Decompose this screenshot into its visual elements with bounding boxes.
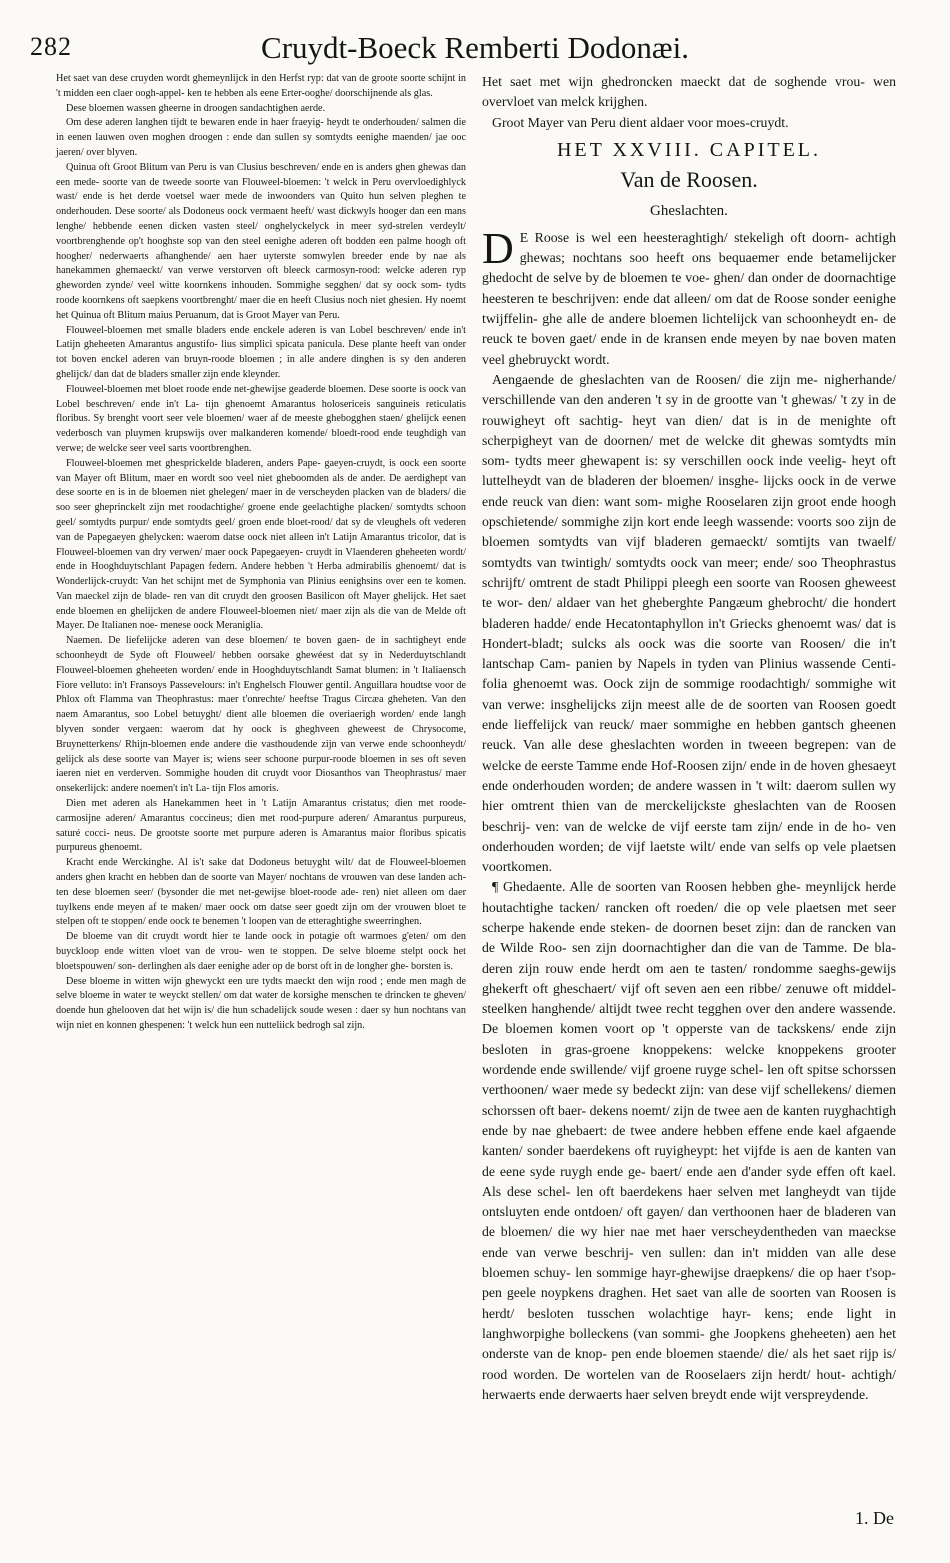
- left-paragraph-7: Flouweel-bloemen met ghesprickelde bladeren, anders Pape- gaeyen-cruydt, is oock een soorte van Mayer oft Blitum, maer en wordt soo veel niet gheboomden als de ander. De aerdighept van dese soorte en is in de bloemen niet ghelegen/ maer in de verscheyden placken van de bladers/ die soo seer gheprinckelt zijn met roodachtighe/ groene ende geelachtighe placken/ somtydts schoon geel/ somtydts purpur/ ende somtydts geel/ groen ende bloet-rood/ dat sy de vleughels oft vederen van de Papegaeyen ghelycken: waerom datse oock niet alleen in't Latijn Amarantus tricolor, dat is Flouweel-bloemen van dry verwen/ maer oock Papegaeyen- cruydt in Vlaenderen gheheeten wordt/ ende in Hooghduytschlant Papagen federn. Andere hebben 't Herba admirabilis ghenoemt/ dat is Wonderlijck-cruydt: Van het schijnt met de Symphonia van Plinius eenighsins over een te komen. Van maeckel zijn de blade- ren van dit cruydt den groosen Basilicon oft Mayer ghelijck. Het saet ende bloemen en ghelijcken de andere Flouweel-bloemen niet/ maer zijn als die van de Melde oft Mayer. De Italianen noe- menese oock Meraniglia.: [56, 457, 466, 632]
- right-column: [482, 72, 896, 1405]
- left-paragraph-9: Dien met aderen als Hanekammen heet in 't Latijn Amarantus cristatus; dien met roode-carmosijne aderen/ Amarantus coccineus; dien met rood-purpure aderen/ Amarantus purpureus, saturé cocci- neus. De grootste soorte met purpure aderen is Amarantus maior floribus spicatis purpureus ghenoemt.: [56, 798, 466, 854]
- right-paragraph-1-text: E Roose is wel een heesteraghtigh/ stekeligh oft doorn- achtigh ghewas; nochtans soo heeft ons bequaemer ende betamelijcker ghedocht de selve by de bloemen te voe- ghen/ dan onder de doornachtige heesteren te beschrijven: ende dat alleen/ om dat de Roose sonder eenighe twijffelin- ghe alle de andere bloemen lichtelijck van schoonheydt en- de reuck te boven gaet/ ende in de kransen ende meyen by nae boven maten veel ghebruyckt wordt.: [482, 229, 896, 367]
- left-paragraph-11: De bloeme van dit cruydt wordt hier te lande oock in potagie oft warmoes g'eten/ om den buyckloop ende witten vloet van de vrou- wen te stoppen. De selve bloeme stelpt oock het bloetspouwen/ son- derlinghen als daer eenighe ader op de borst oft in de longher ghe- borsten is.: [56, 931, 466, 972]
- left-paragraph-5: Flouweel-bloemen met smalle bladers ende enckele aderen is van Lobel beschreven/ ende in't Latijn gheheeten Amarantus angustifo- lius simplici spicata panicula. Dese plante heeft van onder tot boven enckel aderen van bruyn-roode bloemen ; in alle andere dinghen is sy den anderen ghelijck/ dan dat de bladers smaller zijn ende kleynder.: [56, 324, 466, 380]
- chapter-heading: HET XXVIII. CAPITEL.: [556, 138, 822, 161]
- right-paragraph-3: ¶ Ghedaente. Alle de soorten van Roosen hebben ghe- meynlijck herde houtachtighe tacken/ rancken oft roeden/ die op vele plaetsen met seer scherpe hakende ende steken- de doornen beset zijn: dan de rancken van de Wilde Roo- sen zijn doornachtigher dan die van de Tamme. De bla- deren zijn rouw ende herdt om aen te tasten/ rondomme saeghs-gewijs ghekerft oft gheschaert/ vijf oft seven aen een ribbe/ zenuwe oft middel-steelken hanghende/ altijdt twee recht tegghen over den andere wassende. De bloemen komen voort op 't opperste van de tackskens/ ende zijn besloten in gras-groene knoppekens: welcke knoppekens grooter wordende ende swillende/ vijf groene ruyge schel- len oft spitse schorssen verthoonen/ waer mede sy bedeckt zijn: van dese vijf schellekens/ diemen schorssen oft baer- dekens noemt/ zijn de twee aen de kanten ruyghachtigh ende by nae ghebaert: de twee andere hebben effene ende kael afgaende kanten/ sonder baerdekens oft ruyigheypt: het vijfde is aen de kanten van de eene syde ruygh ende ge- baert/ ende aen d'ander syde effen oft kael. Als dese schel- len oft baerdekens haer selven met langheydt van tijde ontsluyten ende ontdoen/ oft gayen/ dan verthoonen haer de bladeren van de bloemen/ die wy hier nae met haer verscheydentheden van maeckse ende van verwe beschrij- ven sullen: dan in't midden van alle dese bloemen schuy- len sommige hayr-ghewijse draepkens/ die op haer t'sop- pen geele noypkens draghen. Het saet van alle de soorten van Roosen is herdt/ besloten tusschen wolachtige hayr- kens; ende light in langhworpighe bolleckens (van sommi- ghe Joopkens gheheeten) aen het onderste van de knop- pen ende bloemen staende/ die/ als het saet rijp is/ rood worden. De wortelen van de Rooselaers zijn herdt/ hout- achtigh/ herwaerts ende derwaerts haer selven breydt ende wijt verspreydende.: [482, 879, 896, 1402]
- left-paragraph-3: Om dese aderen langhen tijdt te bewaren ende in haer fraeyig- heydt te onderhouden/ salmen die in eenen lauwen oven moghen droogen : ende dan sullen sy somtydts eenighe maenden/ jae ooc jaeren/ over blyven.: [56, 117, 466, 158]
- left-paragraph-10: Kracht ende Werckinghe. Al is't sake dat Dodoneus betuyght wilt/ dat de Flouweel-bloemen anders ghen kracht en hebben dan de soorte van Mayer/ nochtans de vrouwen van dese landen ach- ten dese bloemen seer/ (bysonder die met net-gewijse bloet-roode ade- ren) niet alleen om daer tuylkens ende meyen af te maken/ maer oock om datse seer goedt zijn om der vrouwen bloet te stelpen oft te stoppen/ ende oock te benemen 't loopen van de etteraghtighe sweerringhen.: [56, 857, 466, 928]
- left-column: [56, 72, 466, 1034]
- left-paragraph-1: Het saet van dese cruyden wordt ghemeynlijck in den Herfst ryp: dat van de groote soorte schijnt in 't midden een claer oogh-appel- ken te hebben als eene Erter-ooghe/ doorschijnende als glas.: [56, 73, 466, 99]
- left-paragraph-6: Flouweel-bloemen met bloet roode ende net-ghewijse geaderde bloemen. Dese soorte is oock van Lobel beschreven/ ende in't La- tijn ghenoemt Amarantus holosericeis sanguineis reticulatis floribus. Sy brenght voort seer vele bloemen/ waer af de meeste ghebogghen staen/ ghelijck eenen vederbosch van pluymen krupswijs over malkanderen komende/ bloedt-rood ende teughdigh van verwe; de welcke seer veel sarts voortbrenghen.: [56, 383, 466, 454]
- right-paragraph-2: Aengaende de gheslachten van de Roosen/ die zijn me- nigherhande/ verschillende van den anderen 't sy in de grootte van 't ghewas/ 't zy in de rouwigheyt oft sachtig- heyt van dien/ dat is in de menighte oft scherpigheyt van de doornen/ met de welcke dit ghewas somtydts min som- tydts meer ghewapent is: sy verschillen oock inde veelig- heyt oft luttelheydt van de bladeren der bloemen/ insghe- lijcks oock in de verwe ende reuck van dien: want som- mighe Rooselaren zijn groot ende hoogh opschietende/ sommighe zijn kort ende leegh wassende: voorts soo zijn de bloemen somtydts van vijf bladeren gemaeckt/ somtijts van twaelf/ somtydts van twintigh/ somtydts oock van meer; ende/ soo Theophrastus schrijft/ omtrent de stadt Philippi pleegh een soorte van Roosen gheweest te wor- den/ aldaer van het gheberghte Pangæum ghebrocht/ die hondert bladeren hadde/ ende Hecatontaphyllon in't Griecks ghenoemt was/ dat is Hondert-bladt; sulcks als oock was die soorte van Roosen/ die in't lantschap Cam- panien by Napels in tyden van Plinius wassende Centi- folia ghenoemt was. Oock zijn de sommige roodachtigh/ sommighe wit van verwe: insghelijcks zijn meest alle de de soorten van Roosen goedt ende lieffelijck van reuck/ maer sommighe en hebben gantsch gheenen reuck. Van alle dese gheslachten worden in tweeen begrepen: van de welcke de eerste Tamme ende Hof-Roosen zijn/ ende in de hoven ghesaeyt ende onderhouden worden; de andere wassen in 't wilt: daerom sullen wy hier omtrent thien van de merckelijckste gheslachten van de Roosen beschrij- ven: van de welcke de vijf eerste tam zijn/ ende in de ho- ven onderhouden worden; de vijf laetste wilt/ ende van selfs op vele plaetsen voortkomen.: [482, 371, 896, 875]
- right-paragraph-1: [482, 223, 896, 370]
- left-paragraph-4: Quinua oft Groot Blitum van Peru is van Clusius beschreven/ ende en is anders ghen ghewas dan een mede- soorte van de tweede soorte van Flouweel-bloemen: 't welck in Peru overvloedighlyck wast/ ende is het derde voetsel waer mede de inwoonders van Quito hun selven pleghen te onderhouden. Dese soorte/ als Dodoneus oock vermaent heeft/ wast dickwyls hooger dan een mans lenghe/ hebbende eenen dicken vasten steel/ onghelyckelyck in meer syd-strelen verdeylt/ voortbrenghende op't hooghste sop van den steel eenighe aderen oft bodden een palme hoogh oft hoogher/ nederwaerts afhanghende/ aen haer uyterste somwylen breeder ende by nae als hanekammen ghemaeckt/ van verwe verstorven oft bleeck carmosyn-rood: welcke aderen ryp gheworden zynde/ veel witte koornkens inhouden. Sommighe segghen/ dat sy oock som- tydts roode koornkens oft saepkens voortbrenght/ maer die en heeft Clusius noch niet ghesien. Hy noemt het Quinua oft Blitum maius Peruanum, dat is Groot Mayer van Peru.: [56, 161, 466, 321]
- section-heading: Gheslachten.: [650, 202, 728, 219]
- page-header: [28, 18, 922, 70]
- running-title: Cruydt-Boeck Remberti Dodonæi.: [261, 30, 689, 65]
- page-number: 282: [30, 32, 72, 61]
- catchword: 1. De: [855, 1508, 894, 1528]
- left-paragraph-12: Dese bloeme in witten wijn ghewyckt een ure tydts maeckt den wijn rood ; ende men magh de selve bloeme in water te weyckt stellen/ om dat water de korsighe menschen te drincken te gheven/ doende hun ghelooven dat het wijn is/ die hun schadelijck soude wesen : daer sy hun nochtans van wijn niet en konnen ghespenen: 't welck hun een nutteliick bedrogh sal zijn.: [56, 975, 466, 1031]
- right-intro-2: Groot Mayer van Peru dient aldaer voor moes-cruydt.: [492, 114, 789, 130]
- left-paragraph-8: Naemen. De liefelijcke aderen van dese bloemen/ te boven gaen- de in sachtigheyt ende schoonheydt de Syde oft Flouweel/ hebben oorsake ghewéest dat sy in Nederduytschlandt Flouweel-bloemen gheheeten worden/ ende in Hooghduytschlandt Samat blumen: in 't Italiaensch Fiore velluto: in't Fransoys Passevelours: in't Enghelsch Flouwer gentil. Anguillara houdtse voor de Phlox oft Flamma van Theophrastus: maer t'onrechte/ heeftse Tragus Circæa gheheten. Van den naem Amarantus, soo Lobel betuyght/ dient alle bloemen die overiaerigh worden/ ende langh blyven sonder vergaen: waerom dat hy oock is gheghveen gheweest de Chrysocome, Bruynetterkens/ Rhijn-bloemen ende andere die vasthoudende zijn van verwe ende schoonheydt/ gelijck als dese soorte van Mayer is; wiens seer schoone purpur-roode bloemen in ses oft seven iaeren niet en verderven. Sommighe houden dit cruydt voor Diosanthos van Theophrastus/ maer onsekerlijck: andere noemen't in't La- tijn Flos amoris.: [56, 635, 466, 795]
- right-intro-1: Het saet met wijn ghedroncken maeckt dat de soghende vrou- wen overvloet van melck krijghen.: [482, 74, 896, 110]
- chapter-subtitle: Van de Roosen.: [620, 166, 758, 192]
- left-paragraph-2: Dese bloemen wassen gheerne in droogen sandachtighen aerde.: [66, 102, 326, 114]
- drop-cap: D: [482, 223, 514, 273]
